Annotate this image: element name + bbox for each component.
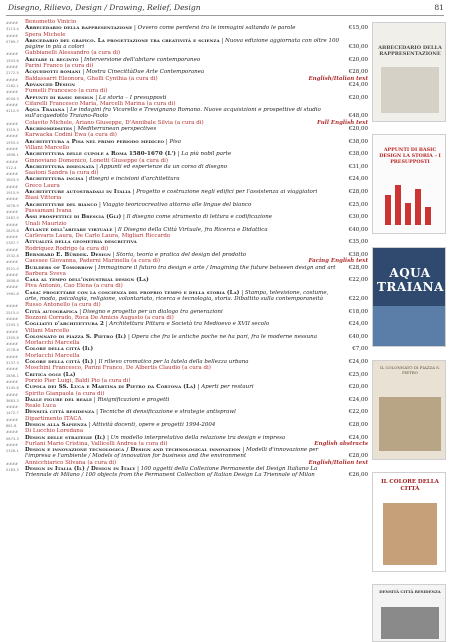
book-title: Architettura delle cupole a Roma 1580-1670 (L'): [25, 151, 176, 158]
isbn-code: 4112-9: [6, 109, 19, 114]
book-entry: [6, 195, 368, 208]
book-description: [25, 107, 342, 120]
book-price: €40,00: [348, 226, 368, 233]
book-price: €28,00: [348, 422, 368, 428]
book-entry: [6, 283, 368, 302]
book-price: €40,00: [348, 333, 368, 340]
isbn-code: 3683-3: [6, 398, 19, 403]
book-author: Spirito Gianpaola (a cura di): [25, 390, 105, 397]
book-subtitle: | Progetto e costruzione negli edifici per l'assistenza ai viaggiatori: [132, 189, 318, 196]
book-title: Cogliatti d'architettura 2: [25, 321, 104, 328]
isbn-code: 2515-0: [6, 310, 19, 315]
book-title: Casa al tempo dell'industrial design (La): [25, 277, 149, 284]
book-price: €30,00: [348, 44, 368, 51]
author-code: ####: [6, 146, 19, 151]
book-author: Baldassarri Eleonora, Ghelli Cynthia (a cura di): [25, 75, 158, 82]
book-title: Design in Italia (Il) / Design in Italy: [25, 466, 136, 473]
isbn-code: 2326-1: [6, 449, 19, 454]
cover-title: DENSITÀ CITTÀ RESIDENZA: [379, 589, 441, 594]
author-code: ####: [6, 184, 19, 189]
isbn-code: 1808-6: [6, 279, 19, 284]
cover-image: [383, 503, 437, 565]
book-subtitle: | Mostra CinecittàDue Arte Contemporanea: [82, 69, 205, 76]
book-subtitle: | Architettura Pittura e Società tra Medioevo e XVII secolo: [105, 321, 270, 328]
book-subtitle: | Aperti per restauri: [197, 384, 254, 391]
isbn-code: 0769-7: [6, 39, 19, 44]
book-entry: [6, 50, 368, 63]
book-title: Design delle strategie (Il): [25, 434, 106, 441]
isbn-code: 861-8: [6, 424, 17, 428]
book-author: Cifarelli Francesco Maria, Marcelli Marina (a cura di): [25, 100, 176, 107]
author-code: ####: [6, 134, 19, 139]
cover-graphic: [383, 179, 437, 225]
author-code: ####: [6, 65, 19, 70]
book-title: Bernhard E. Bürdek. Design: [25, 251, 111, 258]
author-code: ####: [6, 77, 19, 82]
book-author: Ginnoviano Domenico, Lonetti Giuseppe (a cura di): [25, 157, 169, 164]
book-title: Assi prospettici di Brescia (Gli): [25, 214, 122, 221]
book-title: Acquedotti romani: [25, 69, 81, 76]
isbn-code: 2282-1: [6, 83, 19, 88]
book-title: Colore della città (Il): [25, 359, 94, 366]
cover-title: AQUA TRAIANA: [377, 266, 444, 294]
book-subtitle: | Attività docenti, opere e progetti 1994-2004: [88, 422, 216, 428]
book-entry: [6, 101, 368, 120]
book-price: €25,00: [348, 201, 368, 208]
book-price: €20,00: [348, 94, 368, 101]
book-entry: [6, 403, 368, 416]
book-title: Atlante dell'abitare virtuale: [25, 226, 113, 233]
cover-title: ABBECEDARIO DELLA RAPPRESENTAZIONE: [378, 45, 442, 57]
isbn-code: 2856-1: [6, 373, 19, 378]
isbn-code: 512-4: [6, 165, 17, 170]
book-price: €15,00: [348, 25, 368, 32]
book-price: €35,00: [348, 239, 368, 246]
author-code: ####: [6, 209, 19, 214]
book-subtitle: | Appunti ed esperienze da un corso di disegno: [96, 163, 228, 170]
author-code: ####: [6, 260, 19, 265]
book-title: Colonnato di piazza S. Pietro (Il): [25, 333, 127, 340]
cover-title: IL COLONNATO DI PIAZZA S. PIETRO: [380, 365, 440, 375]
author-code: ####: [6, 102, 19, 107]
isbn-code: 2829-8: [6, 228, 19, 233]
book-entry: [6, 145, 368, 158]
book-entry: [6, 428, 368, 441]
header-divider: [6, 15, 444, 16]
book-subtitle: | Ovvero come perdersi tra le immagini saltando le parole: [134, 25, 296, 32]
author-code: ####: [6, 329, 19, 334]
book-title: Architettura incisa: [25, 176, 84, 183]
book-price: €28,00: [348, 264, 368, 271]
book-cover: [372, 22, 446, 122]
book-author: Bozzoni Corrado, Roca De Amicis Augusto (a cura di): [25, 314, 174, 321]
author-code: ####: [6, 367, 19, 372]
book-entry: [6, 340, 368, 353]
book-subtitle: | disegni e incisioni d'architettura: [85, 176, 180, 183]
book-entry: [6, 391, 368, 404]
isbn-code: 2487-0: [6, 216, 19, 221]
book-entry: [6, 246, 368, 259]
author-code: ####: [6, 285, 19, 290]
book-author: Unali Maurizio: [25, 220, 67, 227]
book-price: €38,00: [348, 151, 368, 158]
book-author: Saatoni Sandra (a cura di): [25, 170, 99, 177]
book-price: €28,00: [348, 69, 368, 76]
isbn-code: 2307-7: [6, 241, 19, 246]
book-title: Dalle figure del reale: [25, 396, 93, 403]
book-cover: [372, 472, 446, 572]
book-title: Abitare il recinto: [25, 56, 79, 63]
book-subtitle: | Stampa, televisione, costume, arte, moda, psicologia, religione, volontariato, ricerca e tecnologia, storia. Dibattito sulla contemporaneità: [25, 289, 329, 303]
book-description: [25, 38, 342, 51]
isbn-code: 0673-3: [6, 436, 19, 441]
book-author: Biasi Vittoria: [25, 195, 62, 202]
book-price: €24,00: [348, 321, 368, 328]
book-price: €20,00: [348, 126, 368, 133]
isbn-code: 1803-9: [6, 178, 19, 183]
book-description: [25, 447, 342, 460]
cover-image: [373, 306, 446, 347]
book-entry: [6, 416, 368, 429]
author-code: ####: [6, 159, 19, 164]
book-description: [25, 466, 342, 479]
isbn-code: 0183-3: [6, 468, 19, 473]
book-author: Annicchiarico Silvana (a cura di): [25, 459, 117, 466]
isbn-code: 3521-0: [6, 266, 19, 271]
book-title: Critica oggi (La): [25, 371, 76, 378]
book-price: €22,00: [348, 277, 368, 284]
author-code: ####: [6, 430, 19, 435]
book-price: €7,00: [352, 346, 368, 353]
book-author: Barbera Sveva: [25, 270, 66, 277]
author-code: ####: [6, 417, 19, 422]
book-entry: [6, 315, 368, 328]
book-price: €26,00: [348, 472, 368, 479]
book-price: €22,00: [348, 296, 368, 303]
book-author: Parini Franco (a cura di): [25, 63, 94, 70]
book-price: €24,00: [348, 434, 368, 441]
book-subtitle: | Tecniche di densificazione e strategie antisprawl: [96, 409, 236, 416]
book-title: Architetture autostradali in Italia: [25, 189, 131, 196]
book-entry: [6, 32, 368, 51]
book-author: Morlacchi Marcella: [25, 340, 80, 347]
book-entry: [6, 63, 368, 76]
book-author: Karwacka Codini Ewa (a cura di): [25, 132, 117, 139]
book-title: Casa: progettare con la coscienza del proprio tempo e della storia (La): [25, 289, 240, 296]
language-note: Facing English text: [308, 258, 368, 265]
book-title: Architetture del bianco: [25, 201, 98, 208]
book-subtitle: | Storia, teoria e pratica del design del prodotto: [112, 251, 247, 258]
book-subtitle: | Un modello interpretativo della relazione tra design e impresa: [107, 434, 286, 441]
book-title: Builders of Tomorrow: [25, 264, 93, 271]
book-title: Abbecedario della rappresentazione: [25, 25, 133, 32]
book-subtitle: | Immaginare il futuro tra design e arte / Imagining the future between design and art: [94, 264, 336, 271]
book-subtitle: | Pisa: [165, 138, 182, 145]
book-price: €24,00: [348, 81, 368, 88]
book-author: Rodriquez Rodrigo (a cura di): [25, 245, 109, 252]
book-price: €28,00: [348, 453, 368, 460]
isbn-code: 1578-6: [6, 348, 19, 353]
book-entry: [6, 19, 368, 32]
isbn-code: 1955-5: [6, 140, 19, 145]
book-subtitle: | Il Disegno della Città Virtuale, fra Ricerca e Didattica: [114, 226, 268, 233]
language-note: English/Italian text: [308, 75, 368, 82]
book-title: Architettura disegnata: [25, 163, 95, 170]
book-price: €28,00: [348, 189, 368, 196]
book-entry: [6, 353, 368, 366]
book-price: €25,00: [348, 371, 368, 378]
book-entry: [6, 221, 368, 234]
language-note: Full English text: [317, 119, 368, 126]
book-author: Caessee Giovanna, Paderni Marinella (a cura di): [25, 258, 161, 265]
book-entry: [6, 158, 368, 171]
isbn-code: 1915-9: [6, 191, 19, 196]
book-author: Porzio Pier Luigi, Baldi Pio (a cura di): [25, 377, 131, 384]
book-entry: [6, 76, 368, 89]
book-entry: [6, 132, 368, 145]
book-subtitle: | La storia – I presupposti: [95, 94, 167, 101]
cover-image: [381, 67, 439, 113]
book-list: [6, 19, 368, 479]
author-code: ####: [6, 121, 19, 126]
isbn-code: 2293-3: [6, 323, 19, 328]
book-title: Aqua Traiana: [25, 107, 65, 114]
author-code: ####: [6, 197, 19, 202]
book-author: Moschini Francesco, Parini Franco, De Albertis Claudio (a cura di): [25, 365, 211, 372]
isbn-code: 4044-3: [6, 96, 19, 101]
book-price: €38,00: [348, 138, 368, 145]
book-subtitle: | Risignificazioni e progetti: [93, 396, 170, 403]
book-title: Colore della città (Il): [25, 346, 94, 353]
book-cover: [372, 247, 446, 347]
author-code: ####: [6, 247, 19, 252]
book-cover: [372, 134, 446, 234]
language-note: English abstracts: [314, 440, 368, 447]
book-entry: [6, 208, 368, 221]
book-subtitle: | Il disegno come strumento di lettura e codificazione: [123, 214, 273, 221]
book-description: [25, 290, 342, 303]
author-code: ####: [6, 442, 19, 447]
isbn-code: 3319-3: [6, 128, 19, 133]
book-author: Greco Laura: [25, 182, 60, 189]
book-price: €20,00: [348, 56, 368, 63]
author-code: ####: [6, 235, 19, 240]
book-author: Passamani Ivana: [25, 207, 72, 214]
author-code: ####: [6, 272, 19, 277]
book-entry: [6, 183, 368, 196]
book-entry: [6, 233, 368, 246]
book-entry: [6, 258, 368, 271]
author-code: ####: [6, 379, 19, 384]
book-author: Russo Antonello (a cura di): [25, 302, 101, 309]
book-price: €24,00: [348, 396, 368, 403]
author-code: ####: [6, 52, 19, 57]
book-title: Città autografica: [25, 308, 78, 315]
book-subtitle: | Viaggio teoricocreativo attorno alle lingue del bianco: [99, 201, 252, 208]
cover-image: [379, 397, 441, 451]
book-price: €20,00: [348, 384, 368, 391]
isbn-code: 3145-8: [6, 386, 19, 391]
book-cover: [372, 584, 446, 642]
book-cover: [372, 360, 446, 460]
book-author: Dipartimento ITACA: [25, 415, 82, 422]
book-price: €38,00: [348, 251, 368, 258]
book-subtitle: | Nuova edizione aggiornata con oltre 100 pagine in più a colori: [25, 37, 340, 51]
isbn-code: 1472-7: [6, 411, 19, 416]
author-code: ####: [6, 90, 19, 95]
book-author: Spera Michele: [25, 31, 66, 38]
book-author: Fumelli Francesco (a cura di): [25, 88, 108, 95]
book-author: Carlevaris Laura, De Carlo Laura, Migliari Riccardo: [25, 233, 171, 240]
book-subtitle: | Mediterranean perspectives: [73, 126, 157, 133]
book-entry: [6, 120, 368, 133]
book-subtitle: | Interversione dell'abitare contemporaneo: [80, 56, 201, 63]
author-code: ####: [6, 342, 19, 347]
author-code: ####: [6, 461, 19, 466]
author-code: ####: [6, 222, 19, 227]
author-code: ####: [6, 316, 19, 321]
author-code: ####: [6, 405, 19, 410]
book-author: Reale Luca: [25, 403, 56, 410]
book-entry: [6, 170, 368, 183]
book-author: Benometto Vinicio: [25, 19, 77, 25]
book-title: Architettura a Pisa nel primo periodo mediceo: [25, 138, 165, 145]
book-author: Villani Marcello: [25, 144, 70, 151]
book-entry: [6, 328, 368, 341]
book-author: Furlani Mario Cristina, Vallicelli Andrea (a cura di): [25, 440, 168, 447]
book-subtitle: | Disegno e progetto per un dialogo tra generazioni: [79, 308, 223, 315]
book-subtitle: | Il rilievo cromatico per la tutela della bellezza urbana: [94, 359, 249, 366]
section-title: Disegno, Rilievo, Design / Drawing, Relief, Design: [8, 3, 201, 12]
book-author: Piva Antonio, Cao Elena (a cura di): [25, 283, 123, 290]
book-price: €30,00: [348, 214, 368, 221]
isbn-code: 3137-3: [6, 361, 19, 366]
cover-image: [381, 607, 439, 639]
book-entry: [6, 441, 368, 460]
book-subtitle: | Modelli d'innovazione per l'impresa e l'ambiente / Models of innovation for business and the environment: [25, 447, 319, 460]
book-entry: [6, 378, 368, 391]
cover-title: IL COLORE DELLA CITTÀ: [381, 479, 439, 492]
author-code: ####: [6, 21, 19, 25]
cover-title: APPUNTI DI BASIC DESIGN LA STORIA – I PRESUPPOSTI: [379, 147, 441, 165]
book-author: Colavito Michele, Ariano Giuseppe, D'Annibale Silvia (a cura di): [25, 119, 204, 126]
book-subtitle: | Le indagini fra Vicarello e Trevignano Romano. Nuove acquisizioni e prospettive di studio sull'acquedotto Traiano-Paolo: [25, 107, 321, 120]
book-price: €24,00: [348, 176, 368, 183]
book-entry: [6, 302, 368, 315]
language-note: English/Italian text: [308, 459, 368, 466]
book-entry: [6, 365, 368, 378]
author-code: ####: [6, 172, 19, 177]
page-number: 81: [434, 3, 444, 12]
author-code: ####: [6, 33, 19, 38]
book-subtitle: | Opera che fra le antiche poche ne ha pari, fra le moderne nessuna: [127, 333, 317, 340]
author-code: ####: [6, 392, 19, 397]
book-price: €48,00: [348, 113, 368, 120]
book-entry: [6, 271, 368, 284]
book-author: Morlacchi Marcella: [25, 352, 80, 359]
isbn-code: 1503-8: [6, 58, 19, 63]
isbn-code: 1532-8: [6, 253, 19, 258]
book-price: €31,00: [348, 163, 368, 170]
book-subtitle: | 100 oggetti della Collezione Permanente del Design Italiano La Triennale di Milano / 100 objects from the Permanent Collection of Italian Design La Triennale of Milan: [25, 466, 318, 479]
book-title: Design e innovazione tecnologica / Design and technological innovation: [25, 447, 241, 454]
book-subtitle: | La più nobil parte: [177, 151, 232, 158]
isbn-code: 1961-8: [6, 291, 19, 296]
book-entry: [6, 88, 368, 101]
book-price: €22,00: [348, 409, 368, 416]
isbn-code: 1678-9: [6, 203, 19, 208]
isbn-code: 1698-1: [6, 153, 19, 158]
book-entry: [6, 460, 368, 479]
book-title: Archeomedsites: [25, 126, 73, 133]
book-title: Design alla Sapienza: [25, 422, 87, 428]
isbn-code: 3113-4: [6, 27, 19, 32]
book-author: Villani Marcello: [25, 327, 70, 334]
isbn-code: 2172-5: [6, 71, 19, 76]
book-title: Densità città residenza: [25, 409, 95, 416]
isbn-code: 1305-6: [6, 335, 19, 340]
book-title: Attualità della geometria descrittiva: [25, 239, 137, 246]
book-price: €24,00: [348, 359, 368, 366]
book-author: Gabbianelli Alessandro (a cura di): [25, 50, 121, 57]
author-code: ####: [6, 354, 19, 359]
book-author: Di Lucchio Loredana: [25, 428, 84, 435]
book-title: Appunti di basic design: [25, 94, 94, 101]
author-code: ####: [6, 304, 19, 309]
book-price: €18,00: [348, 308, 368, 315]
book-title: Cupola dei SS. Luca e Martina di Pietro da Cortona (La): [25, 384, 196, 391]
book-title: Abecedario del grafico. La progettazione tra creatività e scienza: [25, 37, 220, 44]
book-title: Advanced Design: [25, 81, 75, 88]
